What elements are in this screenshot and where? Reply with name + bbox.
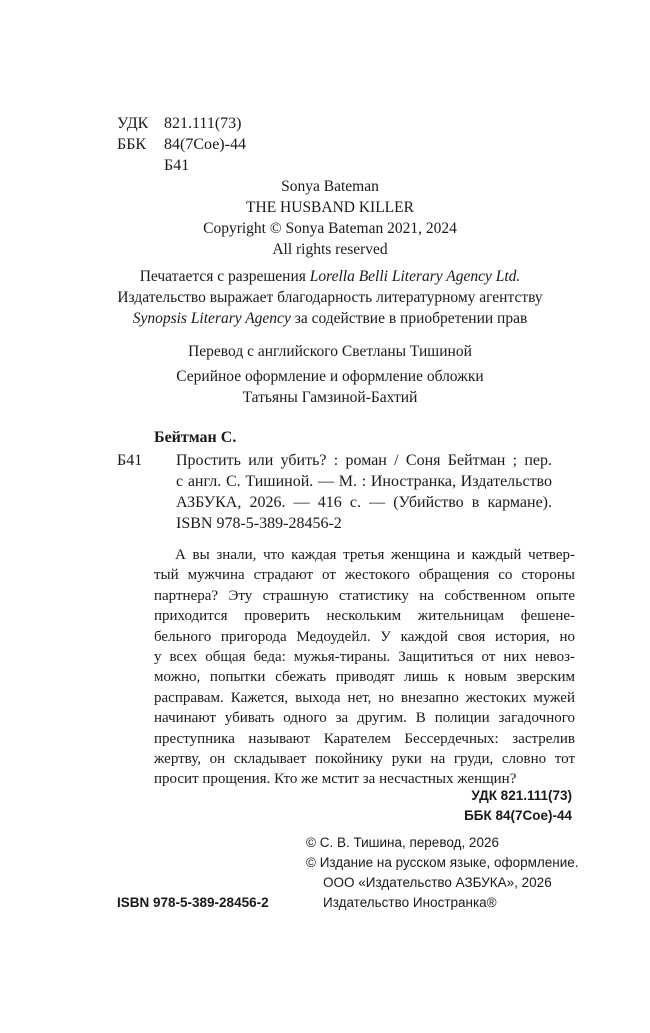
copyright-notice: Издательство Иностранка® — [323, 895, 497, 910]
annotation-line: преступника называют Карателем Бессердечных: застрелив — [154, 730, 575, 747]
bottom-codes — [380, 786, 572, 826]
agency-line-1 — [100, 266, 560, 287]
catalog-line: с англ. С. Тишиной. — М. : Иностранка, Издательство — [176, 473, 552, 490]
annotation-line: у всех общая беда: мужья-тираны. Защититься от них невоз- — [154, 649, 575, 666]
annotation-line: А вы знали, что каждая третья женщина и каждый четвер- — [175, 547, 575, 563]
rights-line: All rights reserved — [272, 241, 388, 258]
copyright-notices — [306, 833, 579, 913]
translation-credit — [120, 341, 540, 362]
bottom-bbk: ББК 84(7Сое)-44 — [464, 808, 572, 823]
agency-name-1: Lorella Belli Literary Agency Ltd. — [309, 268, 521, 285]
catalog-mark: Б41 — [117, 452, 143, 469]
annotation-line: начинают убивать одного за другим. В полиции загадочного — [154, 710, 575, 727]
udk-label: УДК — [117, 115, 149, 132]
annotation-line: жертву, он складывает покойнику руки на груди, словно тот — [154, 751, 575, 768]
translation-text: Перевод с английского Светланы Тишиной — [188, 343, 472, 360]
copyright-notice: © Издание на русском языке, оформление. — [306, 855, 579, 870]
annotation-line: просит прощения. Кто же мстит за несчастных женщин? — [154, 771, 517, 788]
catalog-author-heading: Бейтман С. — [154, 429, 237, 446]
catalog-line: Простить или убить? : роман / Соня Бейтман ; пер. — [176, 452, 552, 469]
author-mark: Б41 — [164, 157, 190, 174]
bbk-value: 84(7Сое)-44 — [164, 136, 246, 153]
annotation-line: тый мужчина страдают от жестокого обращения со стороны — [154, 567, 575, 584]
isbn-bottom: ISBN 978-5-389-28456-2 — [117, 895, 269, 910]
agency-line-1-prefix: Печатается с разрешения — [139, 268, 310, 285]
catalog-isbn: ISBN 978-5-389-28456-2 — [176, 515, 342, 532]
original-edition-info — [120, 176, 540, 260]
design-line-1: Серийное оформление и оформление обложки — [176, 368, 484, 385]
agency-name-2: Synopsis Literary Agency — [132, 310, 291, 327]
agency-block — [100, 266, 560, 329]
bottom-udk: УДК 821.111(73) — [471, 788, 572, 803]
catalog-description — [176, 450, 552, 534]
annotation-line: можно, попытки сбежать приводят лишь к новым зверским — [154, 669, 575, 686]
agency-line-2: Издательство выражает благодарность литературному агентству — [117, 289, 543, 306]
annotation-line: бельного пригорода Медоудейл. У каждой своя история, но — [154, 628, 575, 645]
udk-value: 821.111(73) — [164, 115, 242, 132]
agency-line-3-suffix: за содействие в приобретении прав — [290, 310, 528, 327]
original-title: THE HUSBAND KILLER — [246, 199, 414, 216]
annotation-line: приходится проверить нескольким жительницам фешене- — [154, 608, 575, 625]
design-line-2: Татьяны Гамзиной-Бахтий — [242, 389, 418, 406]
copyright-line: Copyright © Sonya Bateman 2021, 2024 — [203, 220, 457, 237]
bbk-label: ББК — [117, 136, 147, 153]
copyright-notice: ООО «Издательство АЗБУКА», 2026 — [323, 875, 552, 890]
catalog-line: АЗБУКА, 2026. — 416 с. — (Убийство в кармане). — [176, 494, 552, 511]
design-credit — [120, 366, 540, 408]
annotation — [154, 545, 575, 790]
original-author: Sonya Bateman — [281, 178, 379, 195]
copyright-notice: © С. В. Тишина, перевод, 2026 — [306, 835, 499, 850]
agency-line-3 — [100, 308, 560, 329]
annotation-line: партнера? Эту страшную статистику на собственном опыте — [154, 587, 575, 604]
annotation-line: расправам. Кажется, выхода нет, но внезапно жестоких мужей — [154, 689, 575, 706]
